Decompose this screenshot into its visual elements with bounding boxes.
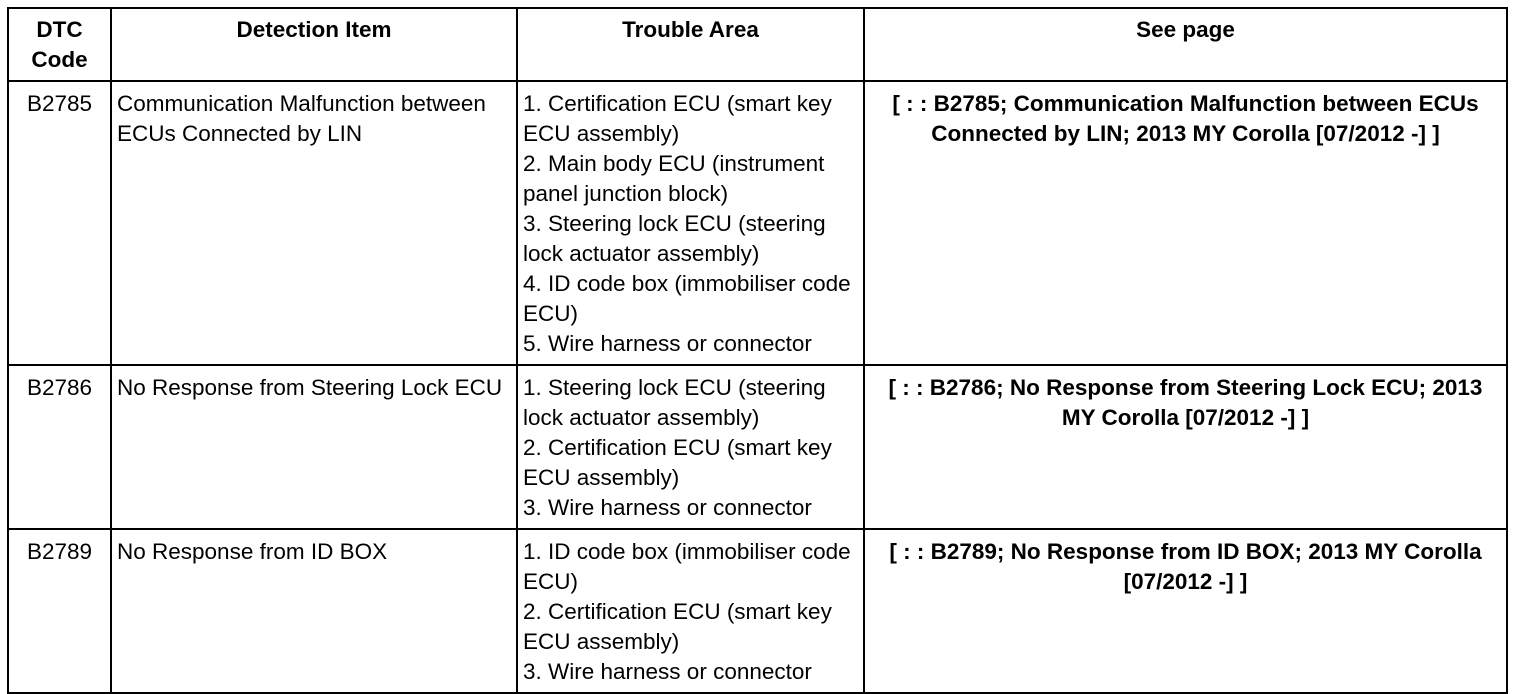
trouble-area-item: 3. Wire harness or connector [523,495,812,520]
header-dtc-code [8,8,111,81]
trouble-area-item: 5. Wire harness or connector [523,331,812,356]
trouble-area-item: 4. ID code box (immobiliser code ECU) [523,271,851,326]
table-row [8,529,1507,693]
trouble-area-item: 2. Certification ECU (smart key ECU assembly) [523,599,832,654]
header-dtc-code-line2: Code [31,47,88,72]
trouble-area-cell [517,529,864,693]
header-detection-item: Detection Item [111,8,517,81]
trouble-area-item: 1. ID code box (immobiliser code ECU) [523,539,851,594]
trouble-area-item: 2. Certification ECU (smart key ECU assembly) [523,435,832,490]
trouble-area-item: 1. Steering lock ECU (steering lock actuator assembly) [523,375,826,430]
detection-item-cell: Communication Malfunction between ECUs Connected by LIN [111,81,517,365]
table-header-row [8,8,1507,81]
table-row [8,81,1507,365]
see-page-link[interactable]: [ : : B2789; No Response from ID BOX; 2013 MY Corolla [07/2012 -] ] [864,529,1507,693]
see-page-link[interactable]: [ : : B2785; Communication Malfunction between ECUs Connected by LIN; 2013 MY Corolla [07/2012 -] ] [864,81,1507,365]
trouble-area-cell [517,365,864,529]
trouble-area-item: 2. Main body ECU (instrument panel junction block) [523,151,825,206]
dtc-code-cell: B2785 [8,81,111,365]
header-dtc-code-line1: DTC [36,17,83,42]
trouble-area-cell [517,81,864,365]
header-trouble-area: Trouble Area [517,8,864,81]
dtc-code-cell: B2789 [8,529,111,693]
header-see-page: See page [864,8,1507,81]
dtc-table [7,7,1508,694]
see-page-link[interactable]: [ : : B2786; No Response from Steering Lock ECU; 2013 MY Corolla [07/2012 -] ] [864,365,1507,529]
detection-item-cell: No Response from Steering Lock ECU [111,365,517,529]
trouble-area-item: 3. Steering lock ECU (steering lock actuator assembly) [523,211,826,266]
dtc-code-cell: B2786 [8,365,111,529]
trouble-area-item: 1. Certification ECU (smart key ECU assembly) [523,91,832,146]
detection-item-cell: No Response from ID BOX [111,529,517,693]
table-row [8,365,1507,529]
trouble-area-item: 3. Wire harness or connector [523,659,812,684]
